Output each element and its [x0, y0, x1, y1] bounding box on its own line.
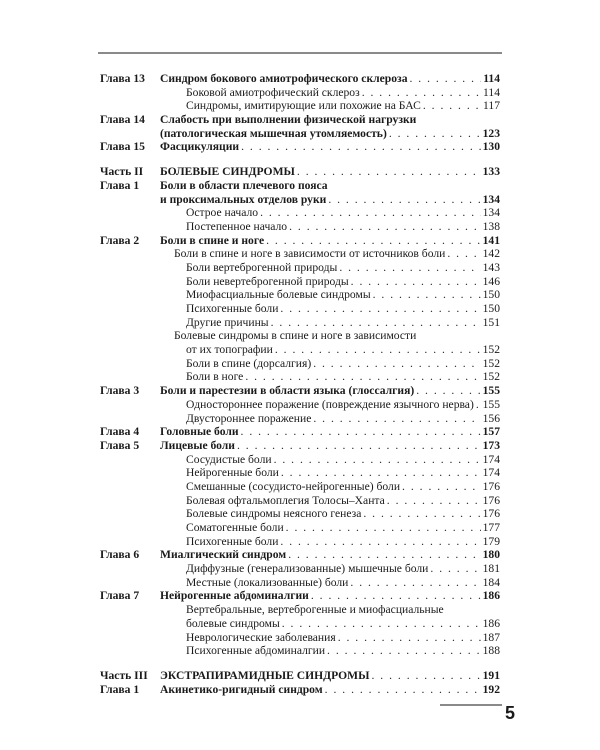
toc-entry: [186, 603, 500, 617]
toc-entry-title: Боли в ноге: [186, 370, 244, 384]
toc-entry-title: Болевые синдромы неясного генеза: [186, 507, 362, 521]
toc-entry: [160, 234, 500, 248]
toc-entry: [186, 86, 500, 100]
toc-entry: [186, 412, 500, 426]
toc-leader-dots: [241, 140, 481, 154]
toc-entry: [186, 357, 500, 371]
toc-page-number: 177: [482, 521, 500, 534]
toc-entry: [186, 302, 500, 316]
toc-row: [100, 480, 500, 494]
toc-leader-dots: [373, 288, 481, 302]
toc-entry-title: Одностороннее поражение (повреждение язычного нерва): [186, 397, 474, 411]
toc-section-label: Глава 7: [100, 589, 140, 603]
toc-leader-dots: [350, 576, 480, 590]
toc-row: [100, 99, 500, 113]
toc-row: [100, 247, 500, 261]
toc-page-number: 176: [482, 493, 500, 507]
toc-row: [100, 86, 500, 100]
toc-entry: [186, 99, 500, 113]
toc-entry: [186, 562, 500, 576]
toc-entry-title: Психогенные боли: [186, 302, 279, 315]
toc-page-number: 181: [482, 562, 500, 576]
toc-row: [100, 113, 500, 127]
toc-leader-dots: [297, 165, 481, 179]
toc-entry-title: Диффузные (генерализованные) мышечные боли: [186, 562, 429, 576]
toc-entry-title: Смешанные (сосудисто-нейрогенные) боли: [186, 479, 401, 493]
toc-section-label: Глава 2: [100, 233, 140, 247]
toc-entry: [160, 669, 500, 683]
toc-leader-dots: [423, 99, 481, 113]
toc-page-number: 117: [483, 99, 500, 113]
toc-leader-dots: [389, 127, 481, 141]
toc-entry-title: Психогенные боли: [186, 534, 279, 548]
toc-row: [100, 165, 500, 179]
toc-entry: [174, 329, 500, 343]
toc-entry: [186, 521, 500, 535]
toc-entry-title: Местные (локализованные) боли: [186, 575, 349, 589]
toc-leader-dots: [280, 302, 480, 316]
toc-section-label: Глава 1: [100, 178, 140, 192]
toc-leader-dots: [363, 507, 480, 521]
toc-leader-dots: [387, 494, 481, 508]
toc-entry-title: Фасцикуляции: [160, 140, 240, 154]
toc-entry: [186, 220, 500, 234]
toc-row: [100, 398, 500, 412]
toc-leader-dots: [328, 193, 480, 207]
toc-leader-dots: [339, 261, 480, 275]
toc-leader-dots: [476, 398, 481, 412]
toc-leader-dots: [237, 439, 481, 453]
toc-row: [100, 494, 500, 508]
toc-row: [100, 316, 500, 330]
toc-entry-title: Боли в спине и ноге в зависимости от источников боли: [174, 247, 446, 261]
toc-entry: [160, 72, 500, 86]
toc-row: [100, 357, 500, 371]
toc-entry: [186, 466, 500, 480]
toc-entry: [160, 589, 500, 603]
toc-row: [100, 603, 500, 617]
toc-entry: [186, 206, 500, 220]
toc-row: [100, 193, 500, 207]
toc-entry: [160, 439, 500, 453]
toc-leader-dots: [362, 86, 481, 100]
toc-row: [100, 644, 500, 658]
toc-page-number: 152: [482, 343, 500, 357]
toc-entry: [160, 140, 500, 154]
toc-entry-title: Боли невертеброгенной природы: [186, 274, 349, 288]
toc-entry: [186, 288, 500, 302]
toc-row: [100, 631, 500, 645]
toc-entry-title: Болевые синдромы в спине и ноге в зависимости: [174, 329, 417, 343]
toc-page-number: 176: [482, 479, 500, 493]
toc-row: [100, 453, 500, 467]
toc-entry: [160, 384, 500, 398]
toc-leader-dots: [289, 220, 481, 234]
toc-entry-title: Двустороннее поражение: [186, 411, 312, 425]
toc-row: [100, 507, 500, 521]
toc-leader-dots: [311, 589, 481, 603]
toc-leader-dots: [271, 316, 481, 330]
toc-page-number: 173: [482, 438, 500, 452]
toc-section-label: Глава 15: [100, 140, 145, 154]
toc-entry-title: Нейрогенные боли: [186, 466, 279, 480]
toc-leader-dots: [313, 357, 480, 371]
toc-page-number: 186: [482, 589, 500, 603]
toc-entry-title: БОЛЕВЫЕ СИНДРОМЫ: [160, 165, 295, 179]
toc-entry: [160, 113, 500, 127]
toc-row: [100, 234, 500, 248]
toc-entry: [174, 247, 500, 261]
toc-leader-dots: [275, 343, 481, 357]
toc-leader-dots: [410, 72, 482, 86]
toc-entry: [186, 275, 500, 289]
toc-leader-dots: [416, 384, 480, 398]
toc-section-label: Часть III: [100, 668, 148, 682]
toc-entry-title: Острое начало: [186, 206, 259, 220]
toc-leader-dots: [402, 480, 481, 494]
toc-entry-title: и проксимальных отделов руки: [160, 192, 327, 206]
toc-entry: [186, 617, 500, 631]
toc-entry-title: Лицевые боли: [160, 438, 235, 452]
toc-row: [100, 589, 500, 603]
toc-row: [100, 425, 500, 439]
toc-entry-title: Соматогенные боли: [186, 521, 284, 534]
toc-page-number: 146: [482, 274, 500, 288]
toc-row: [100, 220, 500, 234]
toc-entry-title: Болевая офтальмоплегия Толосы–Ханта: [186, 493, 385, 507]
toc-page-number: 184: [482, 575, 500, 589]
page-number: 5: [505, 703, 516, 723]
toc-leader-dots: [280, 535, 480, 549]
toc-entry-title: Боли в области плечевого пояса: [160, 178, 328, 192]
toc-row: [100, 562, 500, 576]
toc-entry: [186, 480, 500, 494]
toc-page-number: 187: [482, 630, 500, 644]
toc-page-number: 114: [483, 85, 500, 99]
toc-page-number: 150: [482, 288, 500, 302]
toc-leader-dots: [281, 466, 481, 480]
toc-entry: [160, 548, 500, 562]
toc-entry: [160, 127, 500, 141]
toc-page-number: 180: [482, 548, 500, 562]
toc-page-number: 134: [482, 192, 500, 206]
toc-leader-dots: [430, 562, 480, 576]
toc-section-label: Глава 13: [100, 72, 145, 85]
toc-row: [100, 343, 500, 357]
toc-leader-dots: [325, 683, 481, 697]
toc-leader-dots: [286, 521, 481, 535]
toc-entry-title: Боли вертеброгенной природы: [186, 260, 338, 274]
toc-page-number: 191: [482, 668, 500, 682]
toc-entry-title: ЭКСТРАПИРАМИДНЫЕ СИНДРОМЫ: [160, 668, 370, 682]
toc-entry: [186, 576, 500, 590]
toc-entry: [186, 453, 500, 467]
toc-entry: [186, 370, 500, 384]
toc-entry-title: Синдромы, имитирующие или похожие на БАС: [186, 99, 421, 113]
toc-entry-title: Слабость при выполнении физической нагрузки: [160, 113, 417, 127]
toc-page-number: 134: [482, 206, 500, 220]
toc-entry-title: Другие причины: [186, 315, 269, 329]
toc-page-number: 141: [482, 233, 500, 247]
toc-row: [100, 288, 500, 302]
toc-row: [100, 302, 500, 316]
toc-row: [100, 439, 500, 453]
toc-entry-title: (патологическая мышечная утомляемость): [160, 126, 387, 140]
toc-page-number: 155: [482, 384, 500, 398]
toc-entry-title: Акинетико-ригидный синдром: [160, 682, 323, 696]
toc-entry-title: Боли и парестезии в области языка (глоссалгия): [160, 384, 415, 398]
toc-leader-dots: [338, 631, 481, 645]
toc-entry-title: Боли в спине (дорсалгия): [186, 356, 312, 370]
toc-leader-dots: [313, 412, 480, 426]
toc-row: [100, 576, 500, 590]
toc-page-number: 186: [482, 616, 500, 630]
toc-page-number: 179: [482, 534, 500, 548]
toc-leader-dots: [372, 669, 481, 683]
toc-page-number: 114: [483, 72, 500, 85]
toc-entry-title: Вертебральные, вертеброгенные и миофасциальные: [186, 603, 444, 617]
toc-row: [100, 617, 500, 631]
toc-row: [100, 535, 500, 549]
toc-entry: [186, 494, 500, 508]
toc-page-number: 155: [482, 397, 500, 411]
toc-entry: [160, 193, 500, 207]
toc-page-number: 174: [482, 466, 500, 480]
toc-page-number: 142: [482, 247, 500, 261]
toc-page-number: 138: [482, 219, 500, 233]
toc-leader-dots: [241, 425, 481, 439]
toc-row: [100, 140, 500, 154]
toc-entry-title: Нейрогенные абдоминалгии: [160, 589, 309, 603]
toc-entry-title: от их топографии: [186, 343, 273, 357]
toc-leader-dots: [274, 453, 481, 467]
toc-page-number: 123: [482, 126, 500, 140]
toc-entry-title: Боковой амиотрофический склероз: [186, 85, 360, 99]
toc-page-number: 152: [482, 356, 500, 370]
toc-row: [100, 548, 500, 562]
toc-row: [100, 329, 500, 343]
toc-leader-dots: [327, 644, 481, 658]
toc-row: [100, 275, 500, 289]
toc-entry: [186, 535, 500, 549]
toc-leader-dots: [260, 206, 481, 220]
toc-section-label: Глава 3: [100, 384, 140, 398]
toc-entry-title: Головные боли: [160, 425, 239, 439]
toc-row: [100, 466, 500, 480]
toc-page-number: 130: [482, 140, 500, 154]
toc-page-number: 151: [482, 315, 500, 329]
toc-row: [100, 384, 500, 398]
toc-leader-dots: [266, 234, 481, 248]
toc-row: [100, 261, 500, 275]
toc-page-number: 192: [482, 682, 500, 696]
toc-page-number: 150: [482, 302, 500, 315]
toc-page-number: 188: [482, 644, 500, 658]
toc-entry-title: Постепенное начало: [186, 219, 288, 233]
toc-page-number: 174: [482, 452, 500, 466]
toc-entry-title: Миалгический синдром: [160, 548, 287, 562]
toc-leader-dots: [245, 370, 480, 384]
toc-row: [100, 179, 500, 193]
toc-entry-title: Сосудистые боли: [186, 452, 272, 466]
toc-leader-dots: [282, 617, 481, 631]
toc-entry-title: Неврологические заболевания: [186, 630, 336, 644]
toc-row: [100, 521, 500, 535]
toc-entry: [160, 425, 500, 439]
toc-section-label: Часть II: [100, 165, 144, 179]
toc-page-number: 143: [482, 260, 500, 274]
toc-page-number: 133: [482, 165, 500, 179]
top-rule: [98, 52, 502, 54]
toc-entry-title: Психогенные абдоминалгии: [186, 644, 326, 658]
toc-leader-dots: [351, 275, 481, 289]
toc-entry: [186, 343, 500, 357]
toc-entry: [160, 683, 500, 697]
toc-row: [100, 127, 500, 141]
toc-row: [100, 72, 500, 86]
toc-row: [100, 206, 500, 220]
toc-page-number: 156: [482, 411, 500, 425]
toc-page-number: 176: [482, 507, 500, 521]
toc-section-label: Глава 14: [100, 113, 145, 127]
toc-row: [100, 669, 500, 683]
toc-entry: [160, 179, 500, 193]
toc-page-number: 152: [482, 370, 500, 384]
table-of-contents: [100, 72, 500, 696]
toc-entry-title: болевые синдромы: [186, 616, 280, 630]
toc-section-label: Глава 5: [100, 438, 140, 452]
toc-row: [100, 370, 500, 384]
toc-section-label: Глава 6: [100, 548, 140, 562]
toc-entry-title: Боли в спине и ноге: [160, 233, 265, 247]
toc-leader-dots: [447, 247, 480, 261]
toc-section-label: Глава 1: [100, 682, 140, 696]
toc-entry: [186, 261, 500, 275]
toc-row: [100, 412, 500, 426]
footer-rule: [440, 704, 502, 706]
toc-entry-title: Миофасциальные болевые синдромы: [186, 288, 371, 302]
toc-entry: [186, 644, 500, 658]
toc-entry: [186, 316, 500, 330]
toc-entry: [186, 631, 500, 645]
toc-entry: [186, 398, 500, 412]
toc-section-label: Глава 4: [100, 425, 140, 439]
toc-entry-title: Синдром бокового амиотрофического склероза: [160, 72, 408, 85]
toc-row: [100, 683, 500, 697]
toc-entry: [186, 507, 500, 521]
toc-page-number: 157: [482, 425, 500, 439]
toc-entry: [160, 165, 500, 179]
toc-leader-dots: [288, 548, 480, 562]
